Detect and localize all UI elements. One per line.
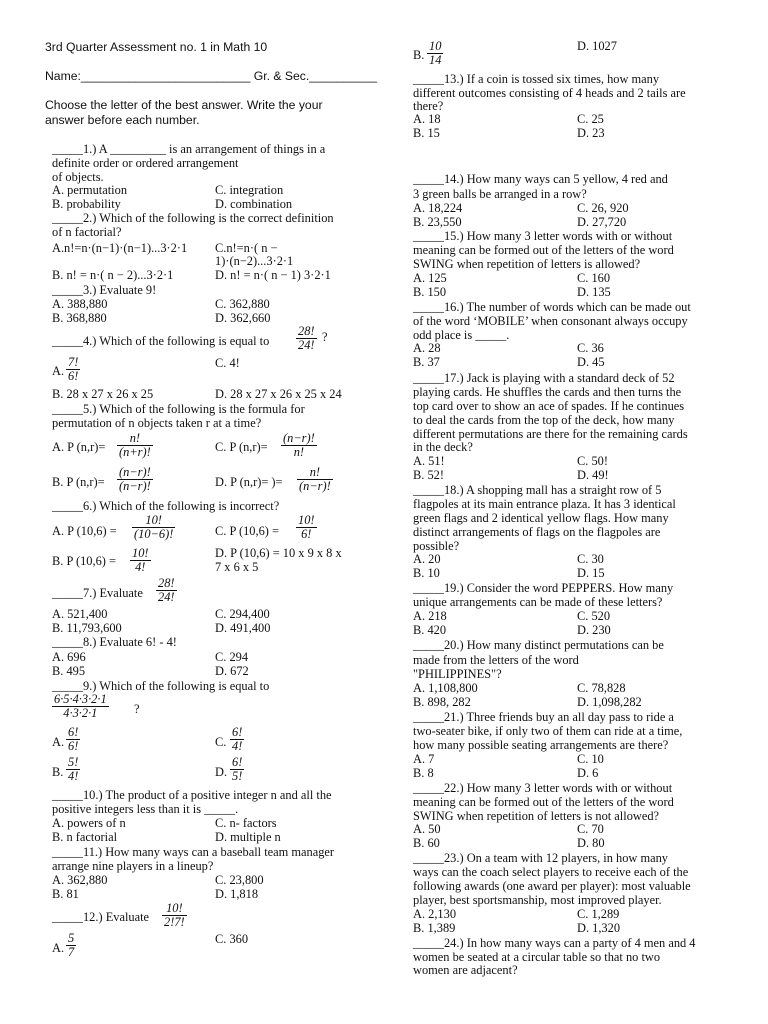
- answer-option: D.: [215, 765, 228, 779]
- instruction-line: Choose the letter of the best answer. Write the your: [45, 98, 323, 112]
- question-text: _____16.) The number of words which can be made out: [413, 300, 691, 314]
- fraction: $\frac{10!}{6!}$: [298, 513, 315, 541]
- fraction: $\frac{n!}{(n-r)!}$: [299, 465, 331, 493]
- question-text: "PHILIPPINES"?: [413, 667, 502, 681]
- answer-option: A. 388,880: [52, 297, 108, 311]
- answer-option: C. 36: [577, 341, 604, 355]
- answer-option: D. multiple n: [215, 830, 281, 844]
- answer-option: D. P (10,6) = 10 x 9 x 8 x: [215, 546, 342, 560]
- question-text: _____4.) Which of the following is equal to: [52, 334, 270, 348]
- answer-option: A.: [52, 941, 65, 955]
- answer-option: C.: [215, 735, 227, 749]
- question-text: _____23.) On a team with 12 players, in how many: [413, 851, 668, 865]
- question-text: top card over to show an ace of spades. If he continues: [413, 399, 685, 413]
- answer-option: C. 25: [577, 112, 604, 126]
- answer-option: C.n!=n·( n −: [215, 241, 278, 255]
- question-text: SWING when repetition of letters is allowed?: [413, 257, 641, 271]
- answer-option: D. 23: [577, 126, 605, 140]
- name-grade-section-line: Name:_________________________ Gr. & Sec.__________: [45, 69, 378, 83]
- instruction-line: answer before each number.: [45, 113, 200, 127]
- question-text: _____24.) In how many ways can a party of 4 men and 4: [413, 936, 696, 950]
- answer-option: A. 125: [413, 271, 447, 285]
- question-text: _____17.) Jack is playing with a standard deck of 52: [413, 371, 675, 385]
- question-text: 3 green balls be arranged in a row?: [413, 187, 587, 201]
- answer-option: A. 521,400: [52, 607, 108, 621]
- fraction: $\frac{10!}{(10-6)!}$: [134, 513, 174, 541]
- answer-option: B. 52!: [413, 468, 444, 482]
- question-text: meaning can be formed out of the letters of the word: [413, 795, 674, 809]
- answer-option: A.: [52, 735, 65, 749]
- answer-option: C. 23,800: [215, 873, 264, 887]
- answer-option: B. 898, 282: [413, 695, 471, 709]
- answer-option: D. 80: [577, 836, 605, 850]
- answer-option: B. P (n,r)=: [52, 475, 105, 489]
- answer-option: 7 x 6 x 5: [215, 560, 259, 574]
- question-text: different outcomes consisting of 4 heads and 2 tails are: [413, 86, 686, 100]
- question-text: _____14.) How many ways can 5 yellow, 4 red and: [413, 172, 668, 186]
- answer-option: A. 51!: [413, 454, 445, 468]
- answer-option: B.: [52, 765, 64, 779]
- question-text: _____10.) The product of a positive integer n and all the: [52, 788, 332, 802]
- question-text: of objects.: [52, 170, 104, 184]
- fraction: $\frac{(n-r)!}{n!}$: [283, 431, 315, 459]
- answer-option: D. 362,660: [215, 311, 271, 325]
- question-text: in the deck?: [413, 440, 473, 454]
- fraction: $\frac{5!}{4!}$: [68, 755, 79, 783]
- question-text: _____15.) How many 3 letter words with or without: [413, 229, 673, 243]
- answer-option: C. 4!: [215, 356, 240, 370]
- answer-option: C. P (10,6) =: [215, 524, 280, 538]
- question-text: following awards (one award per player): most valuable: [413, 879, 691, 893]
- question-text: _____11.) How many ways can a baseball team manager: [52, 845, 335, 859]
- answer-option: C. 1,289: [577, 907, 620, 921]
- question-text: _____22.) How many 3 letter words with or without: [413, 781, 673, 795]
- question-text: ways can the coach select players to receive each of the: [413, 865, 689, 879]
- fraction: $\frac{n!}{(n+r)!}$: [119, 431, 151, 459]
- question-text: positive integers less than it is _____.: [52, 802, 239, 816]
- question-text: definite order or ordered arrangement: [52, 156, 239, 170]
- answer-option: A. P (10,6) =: [52, 524, 117, 538]
- answer-option: A. 50: [413, 822, 441, 836]
- fraction: $\frac{6!}{4!}$: [232, 725, 243, 753]
- answer-option: A.: [52, 364, 65, 378]
- answer-option: D. 1,818: [215, 887, 259, 901]
- answer-option: B. 81: [52, 887, 79, 901]
- answer-option: C. 294,400: [215, 607, 270, 621]
- question-text: permutation of n objects taken r at a time?: [52, 416, 262, 430]
- question-text: _____2.) Which of the following is the correct definition: [52, 211, 334, 225]
- question-text: of n factorial?: [52, 225, 122, 239]
- question-text: _____6.) Which of the following is incorrect?: [52, 499, 280, 513]
- question-text: odd place is _____.: [413, 328, 510, 342]
- answer-option: C. 30: [577, 552, 604, 566]
- question-text: how many possible seating arrangements are there?: [413, 738, 669, 752]
- answer-option: A. 218: [413, 609, 447, 623]
- fraction: $\frac{28!}{24!}$: [298, 324, 315, 352]
- question-text: to deal the cards from the top of the deck, how many: [413, 413, 675, 427]
- answer-option: D. 1027: [577, 39, 617, 53]
- question-text: playing cards. He shuffles the cards and then turns the: [413, 385, 682, 399]
- answer-option: D. 45: [577, 355, 605, 369]
- answer-option: A. 696: [52, 650, 86, 664]
- answer-option: D. 28 x 27 x 26 x 25 x 24: [215, 387, 342, 401]
- question-text: arrange nine players in a lineup?: [52, 859, 214, 873]
- question-text: meaning can be formed out of the letters of the word: [413, 243, 674, 257]
- answer-option: A. powers of n: [52, 816, 126, 830]
- answer-option: D. 49!: [577, 468, 609, 482]
- answer-option: C. 362,880: [215, 297, 270, 311]
- answer-option: A. permutation: [52, 183, 128, 197]
- question-text: _____9.) Which of the following is equal to: [52, 679, 270, 693]
- fraction: $\frac{6\cdot 5\cdot 4\cdot 3\cdot 2\cdot 1}{4\cdot 3\cdot 2\cdot 1}$: [54, 692, 107, 720]
- fraction: $\frac{10!}{4!}$: [132, 546, 149, 574]
- answer-option: B. 495: [52, 664, 86, 678]
- answer-option: B. 23,550: [413, 215, 462, 229]
- question-text: made from the letters of the word: [413, 653, 579, 667]
- question-mark: ?: [134, 702, 140, 716]
- answer-option: C. integration: [215, 183, 284, 197]
- answer-option: A. 18,224: [413, 201, 463, 215]
- question-text: _____20.) How many distinct permutations can be: [413, 638, 664, 652]
- question-text: two-seater bike, if only two of them can ride at a time,: [413, 724, 683, 738]
- question-text: _____3.) Evaluate 9!: [52, 283, 157, 297]
- answer-option: 1)·(n−2)...3·2·1: [215, 254, 294, 268]
- answer-option: D. 1,098,282: [577, 695, 642, 709]
- answer-option: B. 150: [413, 285, 447, 299]
- answer-option: C. n- factors: [215, 816, 277, 830]
- answer-option: A.n!=n·(n−1)·(n−1)...3·2·1: [52, 241, 188, 255]
- answer-option: B. n! = n·( n − 2)...3·2·1: [52, 268, 174, 282]
- answer-option: D. 15: [577, 566, 605, 580]
- answer-option: D. 1,320: [577, 921, 621, 935]
- answer-option: A. 1,108,800: [413, 681, 478, 695]
- answer-option: C. 294: [215, 650, 249, 664]
- answer-option: D. 27,720: [577, 215, 627, 229]
- question-text: flagpoles at its main entrance plaza. It has 3 identical: [413, 497, 676, 511]
- answer-option: D. 491,400: [215, 621, 271, 635]
- answer-option: A. 362,880: [52, 873, 108, 887]
- answer-option: C. 70: [577, 822, 604, 836]
- question-text: women be seated at a circular table so that no two: [413, 950, 661, 964]
- answer-option: C. 360: [215, 932, 249, 946]
- answer-option: B. 60: [413, 836, 440, 850]
- answer-option: D. n! = n·( n − 1) 3·2·1: [215, 268, 331, 282]
- fraction: $\frac{7!}{6!}$: [68, 355, 79, 383]
- answer-option: C. 50!: [577, 454, 608, 468]
- question-text: green flags and 2 identical yellow flags. How many: [413, 511, 669, 525]
- answer-option: D. 230: [577, 623, 611, 637]
- question-text: of the word ‘MOBILE’ when consonant always occupy: [413, 314, 688, 328]
- fraction: $\frac{5}{7}$: [68, 931, 75, 959]
- answer-option: B. P (10,6) =: [52, 554, 117, 568]
- answer-option: B. 15: [413, 126, 440, 140]
- question-text: _____5.) Which of the following is the formula for: [52, 402, 305, 416]
- answer-option: D. 672: [215, 664, 249, 678]
- question-text: possible?: [413, 539, 460, 553]
- answer-option: B. 420: [413, 623, 447, 637]
- question-text: _____19.) Consider the word PEPPERS. How many: [413, 581, 674, 595]
- answer-option: B. 368,880: [52, 311, 107, 325]
- answer-option: D. combination: [215, 197, 293, 211]
- question-text: _____1.) A _________ is an arrangement of things in a: [52, 142, 326, 156]
- answer-option: A. 7: [413, 752, 435, 766]
- answer-option: C. 26, 920: [577, 201, 629, 215]
- answer-option: D. 6: [577, 766, 599, 780]
- answer-option: C. 160: [577, 271, 611, 285]
- answer-option: B. 1,389: [413, 921, 456, 935]
- fraction: $\frac{(n-r)!}{(n-r)!}$: [119, 465, 151, 493]
- answer-option: C. 10: [577, 752, 604, 766]
- answer-option: D. 135: [577, 285, 611, 299]
- answer-option: A. 20: [413, 552, 441, 566]
- question-text: _____12.) Evaluate: [52, 910, 150, 924]
- answer-option: B. 8: [413, 766, 434, 780]
- answer-option: C. P (n,r)=: [215, 440, 268, 454]
- fraction: $\frac{6!}{6!}$: [68, 725, 79, 753]
- answer-option: A. 18: [413, 112, 441, 126]
- answer-option: C. 520: [577, 609, 611, 623]
- answer-option: A. 28: [413, 341, 441, 355]
- question-text: _____7.) Evaluate: [52, 586, 143, 600]
- question-text: _____18.) A shopping mall has a straight row of 5: [413, 483, 662, 497]
- answer-option: B. 10: [413, 566, 440, 580]
- answer-option: B. 11,793,600: [52, 621, 122, 635]
- page-title: 3rd Quarter Assessment no. 1 in Math 10: [45, 40, 268, 54]
- answer-option: B. n factorial: [52, 830, 118, 844]
- question-mark: ?: [322, 330, 328, 344]
- question-text: unique arrangements can be made of these letters?: [413, 595, 663, 609]
- answer-option: B.: [413, 48, 425, 62]
- question-text: player, best sportsmanship, most improved player.: [413, 893, 662, 907]
- answer-option: A. P (n,r)=: [52, 440, 106, 454]
- question-text: _____21.) Three friends buy an all day pass to ride a: [413, 710, 674, 724]
- question-text: _____13.) If a coin is tossed six times, how many: [413, 72, 660, 86]
- answer-option: B. 37: [413, 355, 440, 369]
- answer-option: D. P (n,r)= )=: [215, 475, 283, 489]
- question-text: women are adjacent?: [413, 963, 518, 977]
- answer-option: A. 2,130: [413, 907, 457, 921]
- question-text: SWING when repetition of letters is not allowed?: [413, 809, 660, 823]
- question-text: _____8.) Evaluate 6! - 4!: [52, 635, 177, 649]
- answer-option: B. probability: [52, 197, 121, 211]
- fraction: $\frac{10!}{2!7!}$: [164, 901, 185, 929]
- question-text: there?: [413, 99, 444, 113]
- question-text: different permutations are there for the remaining cards: [413, 427, 688, 441]
- fraction: $\frac{6!}{5!}$: [232, 755, 243, 783]
- question-text: distinct arrangements of flags on the flagpoles are: [413, 525, 661, 539]
- answer-option: B. 28 x 27 x 26 x 25: [52, 387, 154, 401]
- fraction: $\frac{10}{14}$: [429, 39, 442, 67]
- answer-option: C. 78,828: [577, 681, 626, 695]
- fraction: $\frac{28!}{24!}$: [158, 576, 175, 604]
